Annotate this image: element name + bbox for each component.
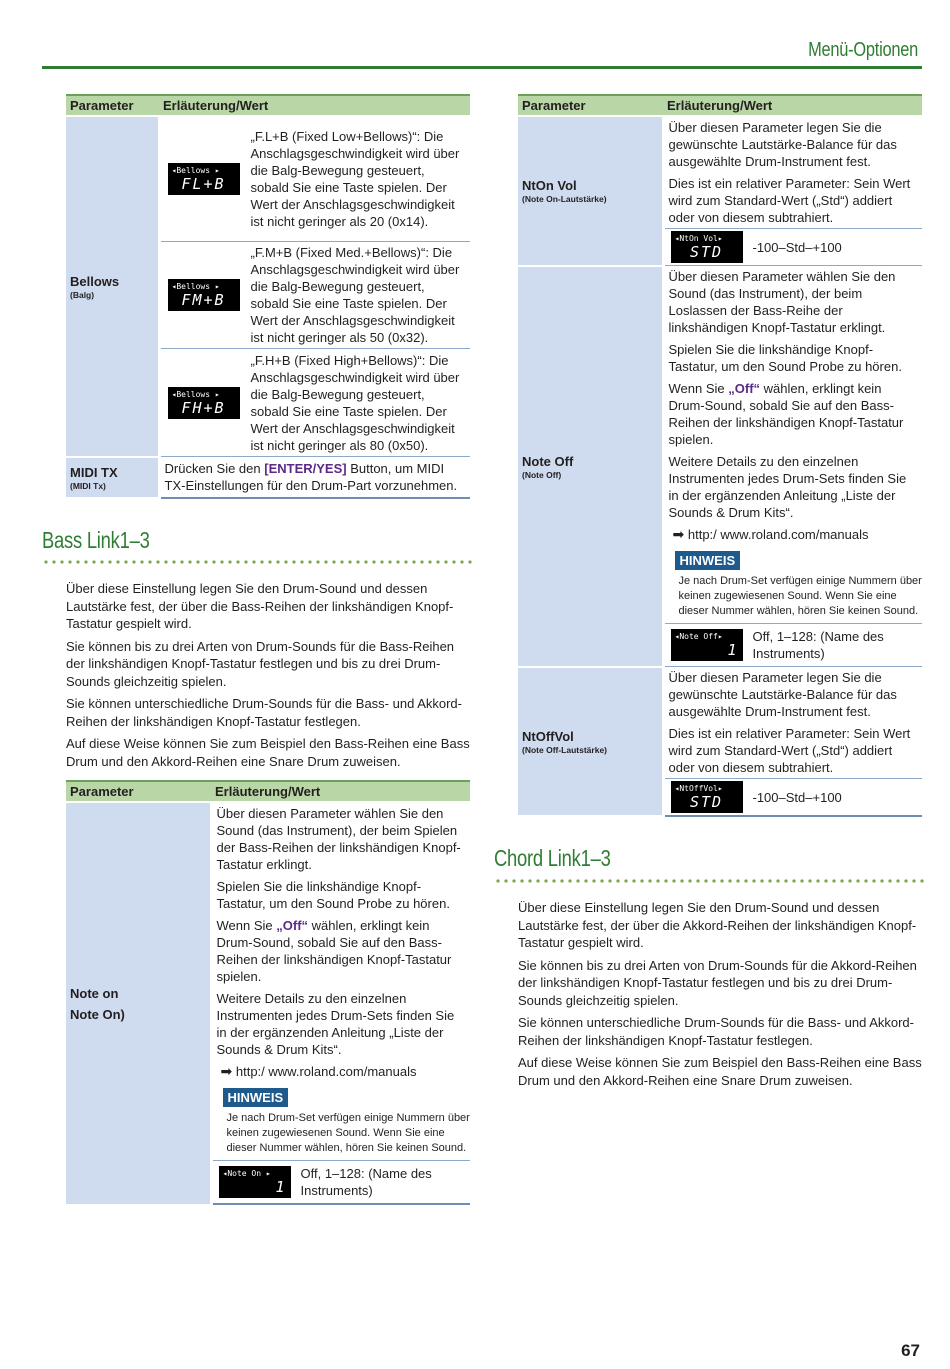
- arrow-right-icon: ➡: [220, 1063, 233, 1079]
- option-description: „F.H+B (Fixed High+Bellows)“: Die Anschlagsgeschwindigkeit wird über die Balg-Bewegung gesteuert, sobald Sie eine Taste spielen. Der Wert der Anschlagsgeschwindigkeit ist nicht geringer als 80 (0x50).: [250, 352, 460, 453]
- value-range: Off, 1–128: (Name des Instruments): [752, 629, 884, 661]
- lcd-display: ◂Bellows ▸ FL+B: [168, 163, 240, 195]
- param-ntoff-vol: NtOffVol (Note Off-Lautstärke): [518, 667, 663, 817]
- ntoff-vol-description: Über diesen Parameter legen Sie die gewünschte Lautstärke-Balance für das ausgewählte Drum-Instrument fest. Dies ist ein relativer Parameter: Sein Wert wird zum Standard-Wert („Std“) addiert oder von diesem subtrahiert.: [668, 670, 911, 775]
- param-note-off: Note Off (Note Off): [518, 266, 663, 667]
- col-header-value: Erläuterung/Wert: [663, 95, 922, 116]
- option-description: „F.M+B (Fixed Med.+Bellows)“: Die Anschlagsgeschwindigkeit wird über die Balg-Bewegung gesteuert, sobald Sie eine Taste spielen. Der Wert der Anschlagsgeschwindigkeit ist nicht geringer als 50 (0x32).: [250, 245, 460, 345]
- hinweis-note: Je nach Drum-Set verfügen einige Nummern über keinen zugewiesenen Sound. Wenn Sie eine dieser Nummer wählen, hören Sie keinen Sound.: [226, 1112, 470, 1154]
- manuals-link[interactable]: ➡ http:/ www.roland.com/manuals: [672, 526, 869, 542]
- manuals-link[interactable]: ➡ http:/ www.roland.com/manuals: [220, 1063, 417, 1079]
- hinweis-note: Je nach Drum-Set verfügen einige Nummern über keinen zugewiesenen Sound. Wenn Sie eine dieser Nummer wählen, hören Sie keinen Sound.: [678, 575, 922, 617]
- bellows-parameter-table: [66, 94, 470, 499]
- lcd-display: ◂Bellows ▸ FM+B: [168, 279, 240, 311]
- nton-vol-description: Über diesen Parameter legen Sie die gewünschte Lautstärke-Balance für das ausgewählte Drum-Instrument fest. Dies ist ein relativer Parameter: Sein Wert wird zum Standard-Wert („Std“) addiert oder von diesem subtrahiert.: [668, 120, 911, 225]
- page-header-title: Menü-Optionen: [808, 39, 918, 61]
- value-row: [665, 778, 923, 815]
- param-subname: (Balg): [70, 289, 95, 300]
- col-header-parameter: Parameter: [66, 781, 211, 802]
- midi-tx-description: Drücken Sie den [ENTER/YES] Button, um MIDI TX-Einstellungen für den Drum-Part vorzunehmen.: [164, 461, 458, 493]
- param-subname: (MIDI Tx): [70, 480, 106, 491]
- hinweis-badge: HINWEIS: [223, 1088, 289, 1107]
- bass-link-parameter-table: [66, 780, 470, 1205]
- lcd-display: ◂NtOffVol▸ STD: [671, 781, 743, 813]
- col-header-value: Erläuterung/Wert: [211, 781, 470, 802]
- page-number: 67: [901, 1341, 920, 1360]
- col-header-parameter: Parameter: [66, 95, 159, 116]
- value-range: -100–Std–+100: [752, 789, 842, 805]
- lcd-display: ◂Note Off▸ 1: [671, 629, 743, 661]
- bass-link-intro: Über diese Einstellung legen Sie den Drum-Sound und dessen Lautstärke fest, der über die Bass-Reihen der linkshändigen Knopf-Tastatur gespielt wird. Sie können bis zu drei Arten von Drum-Sounds für die Bass-Reihen der linkshändigen Knopf-Tastatur festlegen und bis zu drei Drum-Sounds gleichzeitig spielen. Sie können unterschiedliche Drum-Sounds für die Bass- und Akkord-Reihen der linkshändigen Knopf-Tastatur festlegen. Auf diese Weise können Sie zum Beispiel den Bass-Reihen eine Bass Drum und den Akkord-Reihen eine Snare Drum zuweisen.: [66, 581, 470, 769]
- param-nton-vol: NtOn Vol (Note On-Lautstärke): [518, 116, 663, 266]
- chord-link-intro: Über diese Einstellung legen Sie den Drum-Sound und dessen Lautstärke fest, der über die Akkord-Reihen der linkshändigen Knopf-Tastatur gespielt wird. Sie können bis zu drei Arten von Drum-Sounds für die Akkord-Reihen der linkshändigen Knopf-Tastatur festlegen und bis zu drei Drum-Sounds gleichzeitig spielen. Sie können unterschiedliche Drum-Sounds für die Bass- und Akkord-Reihen der linkshändigen Knopf-Tastatur festlegen. Auf diese Weise können Sie zum Beispiel den Bass-Reihen eine Bass Drum und den Akkord-Reihen eine Snare Drum zuweisen.: [518, 900, 922, 1088]
- enter-yes-button-ref: [ENTER/YES]: [264, 461, 347, 476]
- bellows-option: [161, 242, 471, 349]
- section-title-chord-link: Chord Link1–3: [494, 845, 611, 871]
- header-rule: [42, 66, 922, 69]
- value-range: Off, 1–128: (Name des Instruments): [300, 1166, 432, 1198]
- value-range: -100–Std–+100: [752, 239, 842, 255]
- bellows-option: [161, 117, 471, 242]
- param-note-on: Note on Note On): [66, 802, 211, 1204]
- value-row: [213, 1160, 471, 1203]
- hinweis-badge: HINWEIS: [675, 551, 741, 570]
- col-header-value: Erläuterung/Wert: [159, 95, 470, 116]
- note-off-description: Über diesen Parameter wählen Sie den Sound (das Instrument), der beim Loslassen der Bass-Reihe der linkshändigen Knopf-Tastatur erklingt. Spielen Sie die linkshändige Knopf-Tastatur, um den Sound Probe zu hören. Wenn Sie „Off“ wählen, erklingt kein Drum-Sound, sobald Sie auf den Bass-Reihen der linkshändigen Knopf-Tastatur spielen. Weitere Details zu den einzelnen Instrumenten jedes Drum-Sets finden Sie in der ergänzenden Anleitung „Liste der Sounds & Drum Kits“. ➡ http:/ www.roland.com/manuals: [665, 266, 923, 551]
- section-title-bass-link: Bass Link1–3: [42, 527, 150, 553]
- lcd-display: ◂Note On ▸ 1: [219, 1166, 291, 1198]
- col-header-parameter: Parameter: [518, 95, 663, 116]
- lcd-display: ◂NtOn Vol▸ STD: [671, 231, 743, 263]
- bellows-option: [161, 349, 471, 456]
- value-row: [665, 623, 923, 666]
- arrow-right-icon: ➡: [672, 526, 685, 542]
- lcd-display: ◂Bellows ▸ FH+B: [168, 387, 240, 419]
- param-midi-tx: [66, 457, 159, 499]
- param-bellows: [66, 116, 159, 457]
- param-name: Bellows: [70, 273, 120, 289]
- value-row: [665, 228, 923, 265]
- section-dotted-rule: [42, 560, 472, 564]
- option-description: „F.L+B (Fixed Low+Bellows)“: Die Anschlagsgeschwindigkeit wird über die Balg-Bewegung gesteuert, sobald Sie eine Taste spielen. Der Wert der Anschlagsgeschwindigkeit ist nicht geringer als 20 (0x14).: [250, 129, 460, 229]
- param-name: MIDI TX: [70, 464, 118, 480]
- note-on-description: Über diesen Parameter wählen Sie den Sound (das Instrument), der beim Spielen der Bass-Reihen der linkshändigen Knopf-Tastatur erklingt. Spielen Sie die linkshändige Knopf-Tastatur, um den Sound Probe zu hören. Wenn Sie „Off“ wählen, erklingt kein Drum-Sound, sobald Sie auf den Bass-Reihen der linkshändigen Knopf-Tastatur spielen. Weitere Details zu den einzelnen Instrumenten jedes Drum-Sets finden Sie in der ergänzenden Anleitung „Liste der Sounds & Drum Kits“. ➡ http:/ www.roland.com/manuals: [213, 803, 471, 1088]
- section-dotted-rule: [494, 879, 924, 883]
- right-parameter-table: [518, 94, 922, 817]
